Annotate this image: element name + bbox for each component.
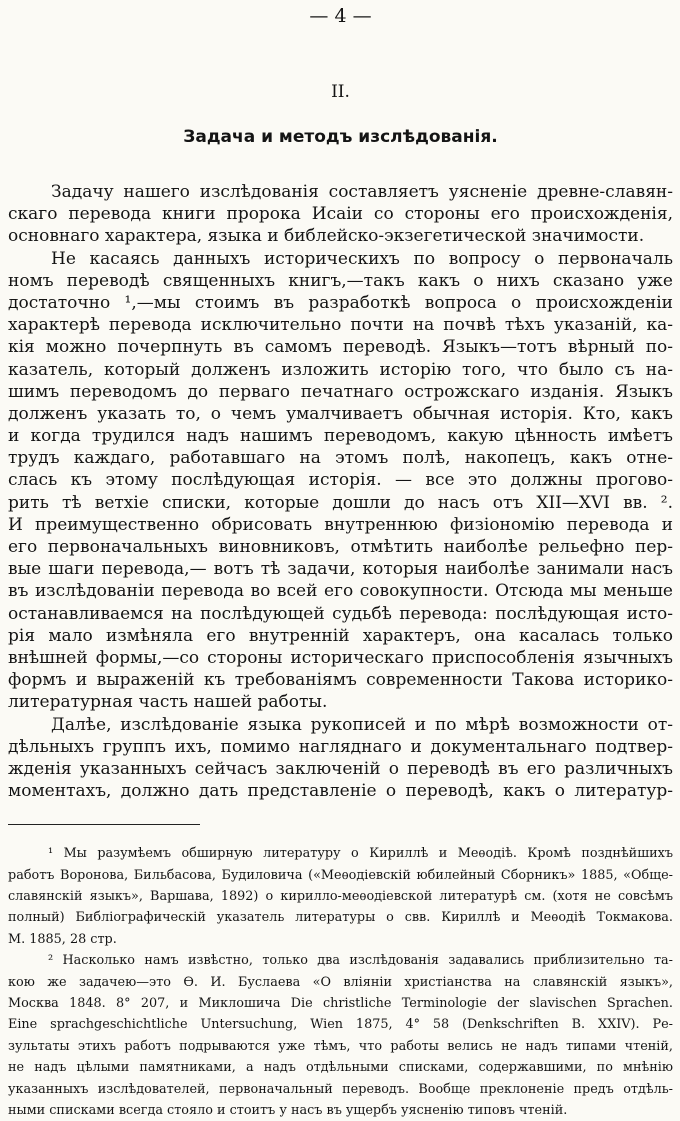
footnote-line: полный) Библіографическій указатель литературы о свв. Кириллѣ и Меѳодіѣ Токмакова. xyxy=(8,910,673,926)
footnotes xyxy=(8,843,673,1121)
footnote-line: ными списками всегда стояло и стоитъ у насъ въ ущербъ уясненію типовъ чтеній. xyxy=(8,1102,568,1118)
body-line: казатель, который долженъ изложить исторію того, что было съ на- xyxy=(8,359,673,380)
footnote-separator xyxy=(8,824,200,825)
body-line: жденія указанныхъ сейчасъ заключеній о переводѣ въ его различныхъ xyxy=(8,758,673,779)
footnote-line: не надъ цѣлыми памятниками, а надъ отдѣльными списками, содержавшими, по мнѣнію xyxy=(8,1060,673,1076)
body-line: И преимущественно обрисовать внутреннюю физіономію перевода и xyxy=(8,514,673,535)
footnote-line: кою же задачею—это Ѳ. И. Буслаева «О вліяніи христіанства на славянскій языкъ», xyxy=(8,974,673,990)
body-line: рія мало измѣняла его внутренній характеръ, она касалась только xyxy=(8,625,673,646)
body-line: дѣльныхъ группъ ихъ, помимо нагляднаго и документальнаго подтвер- xyxy=(8,736,673,757)
body-line: Далѣе, изслѣдованіе языка рукописей и по мѣрѣ возможности от- xyxy=(51,714,673,735)
section-numeral: II. xyxy=(331,82,350,102)
body-line: Задачу нашего изслѣдованія составляетъ уясненіе древне-славян- xyxy=(51,182,673,202)
body-line: внѣшней формы,—со стороны историческаго приспособленія язычныхъ xyxy=(8,647,673,668)
body-line: формъ и выраженій къ требованіямъ современности Такова историко- xyxy=(8,670,673,691)
body-line: останавливаемся на послѣдующей судьбѣ перевода: послѣдующая исто- xyxy=(8,603,673,624)
body-line: литературная часть нашей работы. xyxy=(8,692,328,713)
page-number: — 4 — xyxy=(309,5,372,27)
body-line: Не касаясь данныхъ историческихъ по вопросу о первоначаль xyxy=(51,248,673,269)
footnote-line: М. 1885, 28 стр. xyxy=(8,931,117,947)
body-line: вые шаги перевода,— вотъ тѣ задачи, которыя наиболѣе занимали насъ xyxy=(8,559,673,580)
footnote-line: работъ Воронова, Бильбасова, Будиловича («Меѳодіевскій юбилейный Сборникъ» 1885, «Обще- xyxy=(8,867,673,883)
footnote-line: ¹ Мы разумѣемъ обширную литературу о Кириллѣ и Меѳодіѣ. Кромѣ позднѣйшихъ xyxy=(48,846,673,862)
body-line: и когда трудился надъ нашимъ переводомъ, какую цѣнность имѣетъ xyxy=(8,426,673,447)
body-line: скаго перевода книги пророка Исаіи со стороны его происхожденія, xyxy=(8,204,673,225)
body-line: трудъ каждаго, работавшаго на этомъ полѣ, накопецъ, какъ отне- xyxy=(8,448,673,469)
body-line: характерѣ перевода исключительно почти на почвѣ тѣхъ указаній, ка- xyxy=(8,315,673,336)
body-line: въ изслѣдованіи перевода во всей его совокупности. Отсюда мы меньше xyxy=(8,581,673,602)
body-line: рить тѣ ветхіе списки, которые дошли до насъ отъ XII—XVI вв. ². xyxy=(8,492,673,513)
body-text xyxy=(8,181,673,802)
body-line: основнаго характера, языка и библейско-экзегетической значимости. xyxy=(8,226,645,247)
body-line: долженъ указать то, о чемъ умалчиваетъ обычная исторія. Кто, какъ xyxy=(8,403,673,424)
body-line: номъ переводѣ священныхъ книгъ,—такъ какъ о нихъ сказано уже xyxy=(8,270,673,291)
footnote-line: указанныхъ изслѣдователей, первоначальный переводъ. Вообще преклоненіе предъ отдѣль- xyxy=(8,1081,673,1097)
footnote-line: Москва 1848. 8° 207, и Миклошича Die christliche Terminologie der slavischen Sprachen. xyxy=(8,995,673,1011)
section-title: Задача и методъ изслѣдованія. xyxy=(183,127,498,147)
body-line: слась къ этому послѣдующая исторія. — все это должны прогово- xyxy=(8,470,673,491)
body-line: шимъ переводомъ до перваго печатнаго острожскаго изданія. Языкъ xyxy=(8,381,673,402)
body-line: моментахъ, должно дать представленіе о переводѣ, какъ о литератур- xyxy=(8,781,673,802)
body-line: его первоначальныхъ виновниковъ, отмѣтить наиболѣе рельефно пер- xyxy=(8,537,673,557)
footnote-line: Eine sprachgeschichtliche Untersuchung, Wien 1875, 4° 58 (Denkschriften B. XXIV). Ре- xyxy=(8,1017,673,1033)
body-line: кія можно почерпнуть въ самомъ переводѣ. Языкъ—тотъ вѣрный по- xyxy=(8,337,673,358)
footnote-line: зультаты этихъ работъ подрываются уже тѣмъ, что работы велись не надъ типами чтеній, xyxy=(8,1038,673,1054)
footnote-line: славянскій языкъ», Варшава, 1892) о кирилло-меѳодіевской литературѣ см. (хотя не совсѣмъ xyxy=(8,889,673,905)
body-line: достаточно ¹,—мы стоимъ въ разработкѣ вопроса о происхожденіи xyxy=(8,292,673,313)
footnote-line: ² Насколько намъ извѣстно, только два изслѣдованія задавались приблизительно та- xyxy=(48,953,673,969)
